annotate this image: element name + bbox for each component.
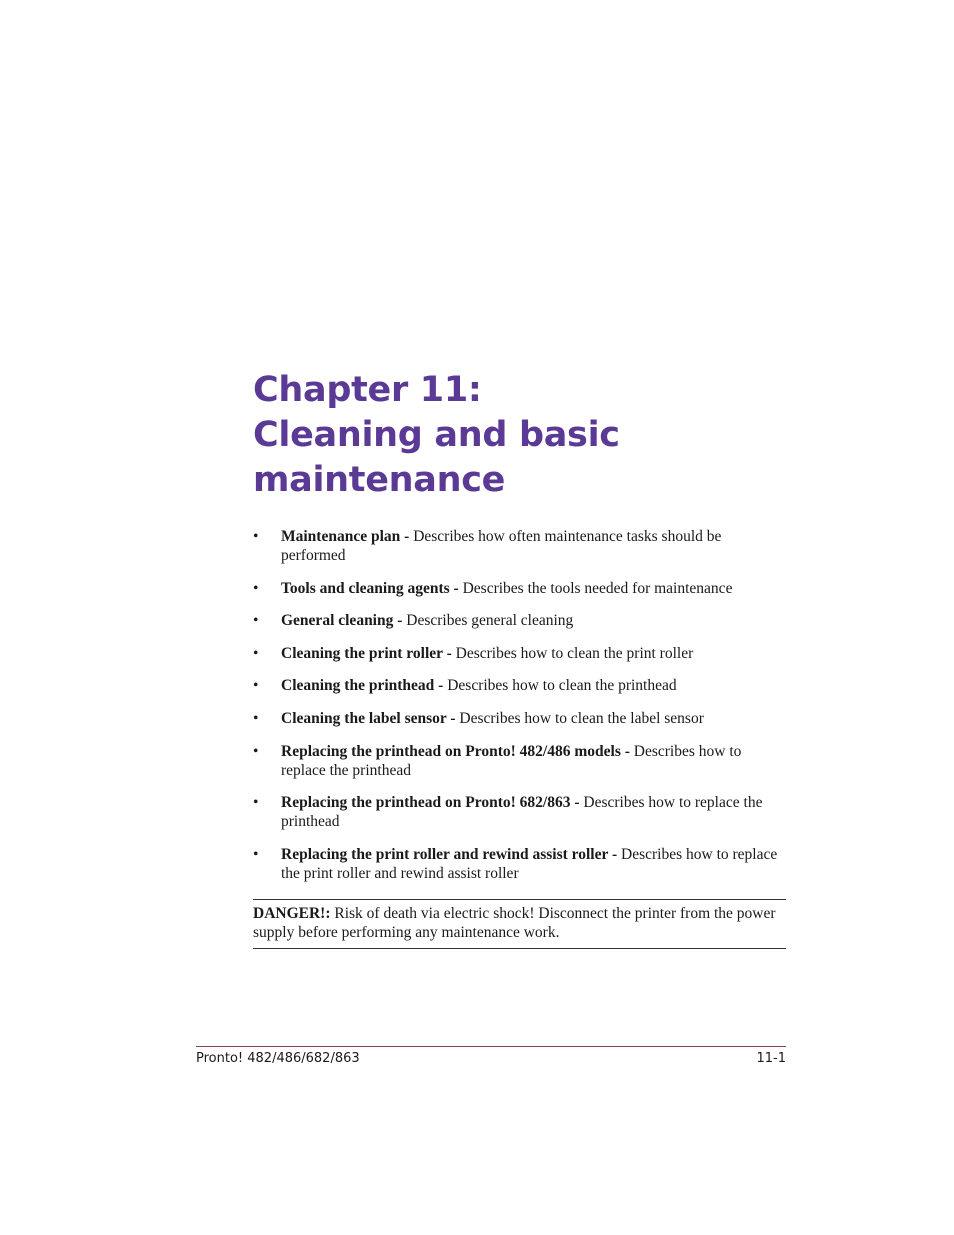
topic-description: Describes general cleaning	[406, 612, 574, 630]
topic-name: Cleaning the label sensor -	[281, 709, 456, 727]
list-item	[253, 644, 788, 663]
danger-notice	[253, 899, 786, 949]
bullet-icon: •	[253, 845, 259, 863]
list-item	[253, 709, 788, 728]
danger-text: Risk of death via electric shock! Disconnect the printer from the power supply before performing any maintenance work.	[253, 905, 776, 941]
topic-name: Maintenance plan -	[281, 528, 410, 545]
topic-description: Describes how to clean the printhead	[447, 677, 677, 695]
topic-description: Describes how to replace the printhead	[281, 742, 742, 779]
bullet-icon: •	[253, 794, 259, 812]
topic-description: Describes how to replace the print roller and rewind assist roller	[281, 845, 778, 882]
bullet-icon: •	[253, 579, 259, 597]
footer-page-number: 11-1	[756, 1051, 786, 1066]
list-item	[253, 845, 788, 883]
bullet-icon: •	[253, 742, 259, 760]
bullet-icon: •	[253, 677, 259, 695]
topic-description: Describes the tools needed for maintenance	[462, 579, 733, 597]
topic-list	[253, 527, 788, 896]
topic-name: Cleaning the printhead -	[281, 677, 444, 695]
chapter-title-line-2: Cleaning and basic	[253, 415, 620, 455]
list-item	[253, 579, 788, 598]
topic-description: Describes how to clean the print roller	[455, 644, 694, 662]
list-item	[253, 676, 788, 695]
topic-name: Cleaning the print roller -	[281, 644, 452, 662]
topic-name: Replacing the printhead on Pronto! 482/486 models -	[281, 742, 630, 760]
bullet-icon: •	[253, 612, 259, 630]
topic-description: Describes how to clean the label sensor	[459, 709, 704, 727]
topic-name: General cleaning -	[281, 612, 403, 630]
topic-name: Replacing the printhead on Pronto! 682/863 -	[281, 794, 580, 812]
topic-name: Tools and cleaning agents -	[281, 579, 459, 597]
list-item	[253, 611, 788, 630]
footer-divider	[196, 1046, 786, 1047]
bullet-icon: •	[253, 644, 259, 662]
footer-product-name: Pronto! 482/486/682/863	[196, 1051, 360, 1066]
bullet-icon: •	[253, 528, 259, 545]
chapter-title-line-3: maintenance	[253, 460, 506, 500]
danger-label: DANGER!:	[253, 905, 331, 922]
list-item	[253, 527, 788, 565]
topic-description: Describes how often maintenance tasks should be performed	[281, 528, 722, 564]
list-item	[253, 793, 788, 831]
list-item	[253, 742, 788, 780]
bullet-icon: •	[253, 709, 259, 727]
chapter-title-line-1: Chapter 11:	[253, 370, 482, 410]
topic-description: Describes how to replace the printhead	[281, 794, 763, 831]
chapter-title	[253, 368, 813, 503]
topic-name: Replacing the print roller and rewind assist roller -	[281, 845, 618, 863]
